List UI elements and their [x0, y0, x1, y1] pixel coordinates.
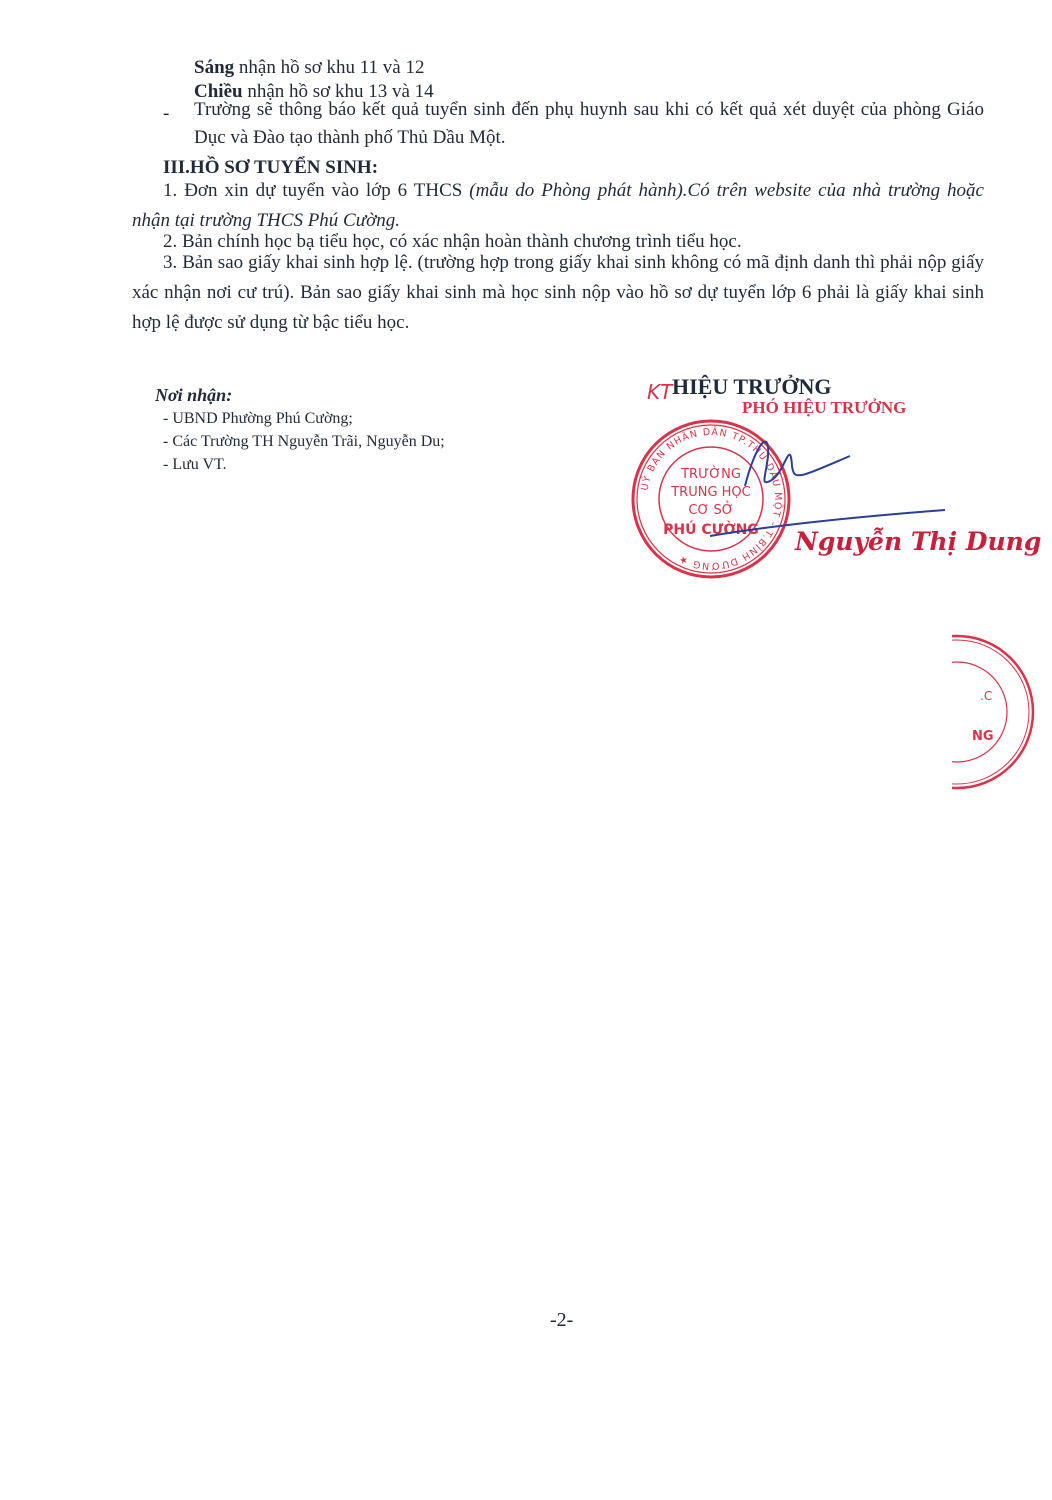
notice-bullet: -: [163, 103, 170, 124]
signature-prefix: KT: [647, 380, 673, 404]
svg-text:CƠ SỞ: CƠ SỞ: [688, 503, 734, 518]
morning-text: nhận hồ sơ khu 11 và 12: [234, 57, 425, 78]
svg-text:TRUNG HỌC: TRUNG HỌC: [671, 485, 751, 500]
signer-name: Nguyễn Thị Dung: [795, 527, 1042, 556]
recipients-heading: Nơi nhận:: [155, 385, 233, 405]
recipient-item: - Các Trường TH Nguyễn Trãi, Nguyễn Du;: [163, 433, 445, 450]
schedule-morning: [194, 56, 425, 80]
recipient-item: - UBND Phường Phú Cường;: [163, 410, 353, 427]
notice-paragraph: Trường sẽ thông báo kết quả tuyển sinh đến phụ huynh sau khi có kết quả xét duyệt của phòng Giáo Dục và Đào tạo thành phố Thủ Dầu Một.: [194, 99, 984, 148]
svg-text:UỶ BAN NHÂN DÂN TP.THỦ DẦU MỘT: UỶ BAN NHÂN DÂN TP.THỦ DẦU MỘT - T.BÌNH DƯƠNG ★: [639, 426, 784, 572]
signature-subtitle: PHÓ HIỆU TRƯỞNG: [742, 398, 907, 417]
item-2: 2. Bản chính học bạ tiểu học, có xác nhận hoàn thành chương trình tiểu học.: [163, 231, 742, 252]
item-1-paragraph: [132, 176, 984, 236]
svg-text:TRƯỜNG: TRƯỜNG: [681, 467, 741, 482]
svg-text:NG: NG: [972, 729, 994, 744]
afternoon-text: nhận hồ sơ khu 13 và 14: [242, 81, 434, 102]
item-3-paragraph: 3. Bản sao giấy khai sinh hợp lệ. (trường hợp trong giấy khai sinh không có mã định danh thì phải nộp giấy xác nhận nơi cư trú). Bản sao giấy khai sinh mà học sinh nộp vào hồ sơ dự tuyển lớp 6 phải là giấy khai sinh hợp lệ được sử dụng từ bậc tiểu học.: [132, 252, 984, 333]
signature-title: HIỆU TRƯỞNG: [672, 374, 832, 399]
partial-edge-stamp: [952, 632, 1052, 792]
recipient-item: - Lưu VT.: [163, 456, 227, 473]
morning-label: Sáng: [194, 57, 235, 78]
item-1-italic: (mẫu do Phòng phát hành).Có trên website của nhà trường hoặc nhận tại trường THCS Phú Cường.: [132, 180, 984, 231]
svg-text:PHÚ CƯỜNG: PHÚ CƯỜNG: [663, 522, 759, 538]
afternoon-label: Chiều: [194, 81, 243, 102]
svg-text:.C: .C: [980, 689, 993, 703]
item-1-text: 1. Đơn xin dự tuyển vào lớp 6 THCS: [163, 180, 470, 201]
page-number: -2-: [550, 1309, 574, 1331]
section-heading: III.HỒ SƠ TUYỂN SINH:: [163, 157, 379, 178]
